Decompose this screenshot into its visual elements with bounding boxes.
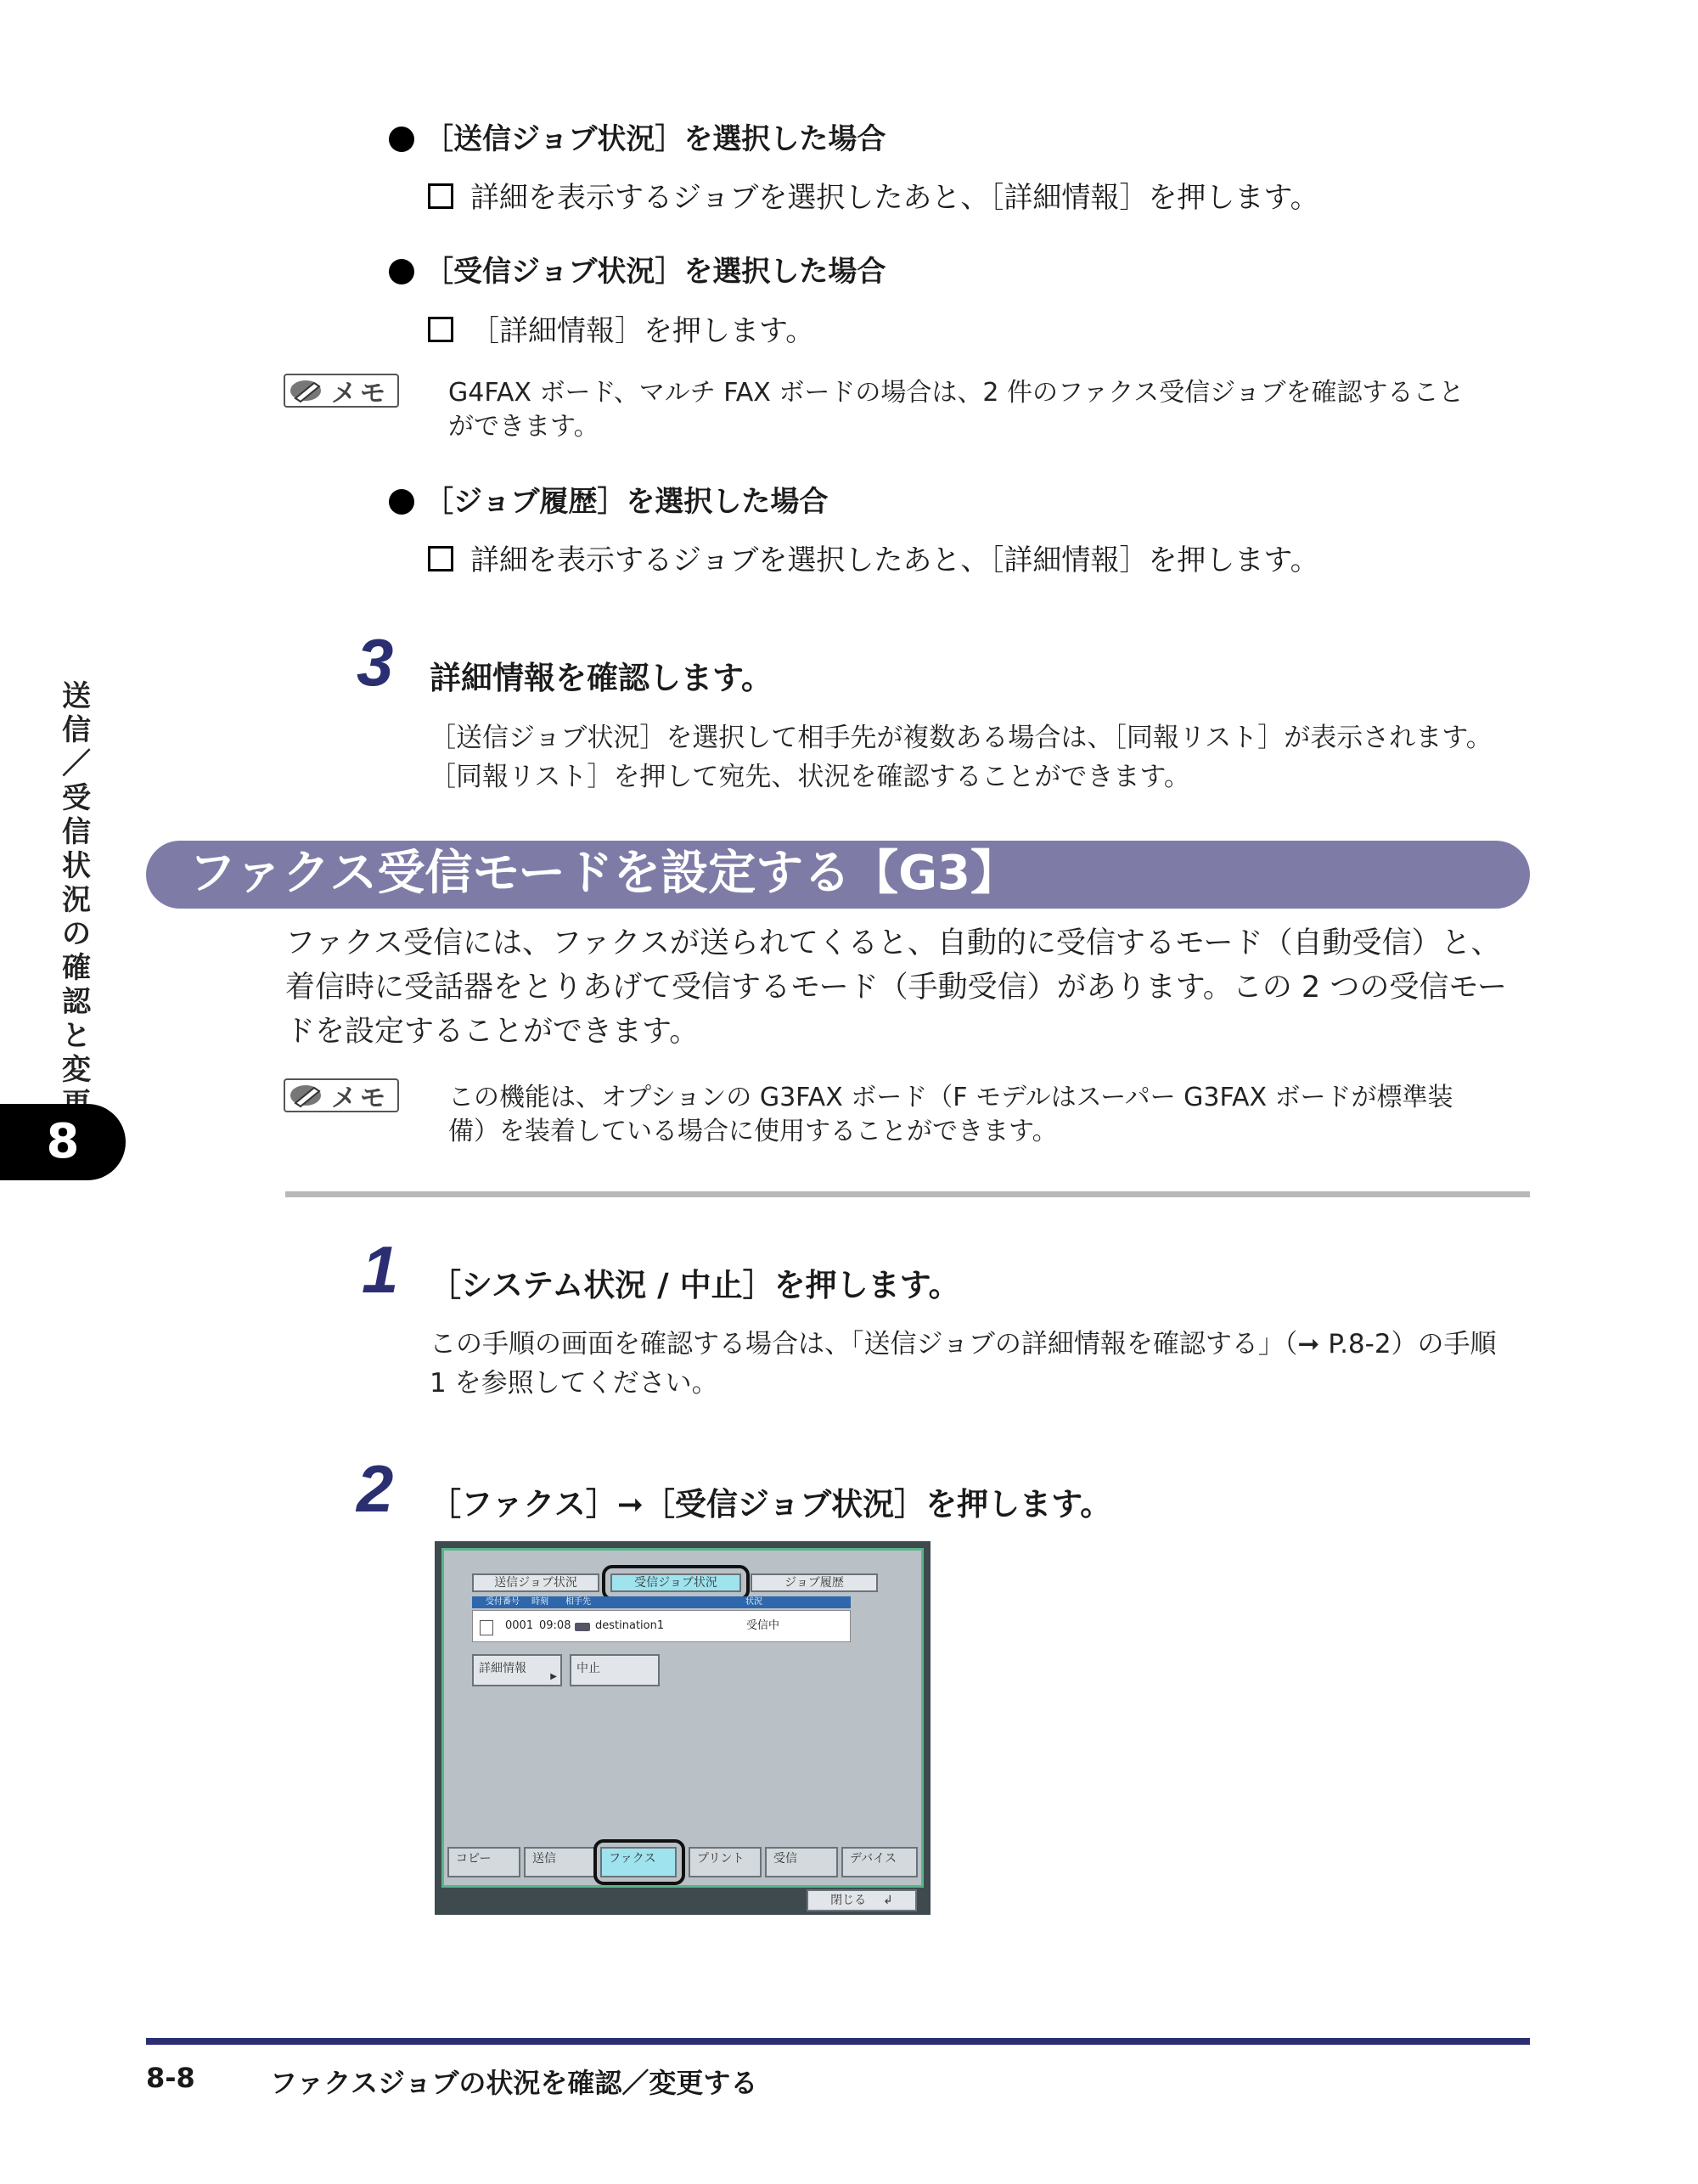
device-screen [435,1541,931,1915]
bullet-dot-icon [389,489,414,515]
checkbox-item [428,174,1319,216]
return-arrow-icon: ↲ [883,1894,893,1907]
side-char: 受 [62,781,91,815]
highlight-ring [602,1565,750,1601]
bottom-tab-device[interactable]: デバイス [841,1847,918,1877]
detail-info-button[interactable] [472,1654,562,1686]
detail-info-label: 詳細情報 [479,1662,526,1675]
side-char: と [62,1019,91,1053]
cancel-button[interactable]: 中止 [570,1654,660,1686]
bottom-tab-send[interactable]: 送信 [524,1847,597,1877]
chapter-number-tab: 8 [0,1104,126,1180]
step-body [430,718,1533,796]
memo-label: メモ [331,379,389,408]
row-status: 受信中 [746,1619,780,1632]
footer-rule [146,2038,1530,2045]
step-body-line: ［同報リスト］を押して宛先、状況を確認することができます。 [430,762,1190,792]
memo-line: ができます。 [448,412,599,442]
side-char: 況 [62,883,91,917]
row-number: 0001 [505,1619,534,1632]
bullet-heading [389,248,886,290]
close-label: 閉じる [830,1894,867,1907]
step-number: 3 [357,625,394,700]
memo-badge [284,1078,399,1112]
bottom-tab-print[interactable]: プリント [689,1847,762,1877]
side-char: 送 [62,679,91,713]
page-number: 8-8 [146,2062,195,2094]
row-destination: destination1 [595,1619,665,1632]
memo-line: G4FAX ボード、マルチ FAX ボードの場合は、2 件のファクス受信ジョブを確認すること [448,378,1465,408]
side-char: ／ [62,747,91,781]
side-char: 変 [62,1053,91,1087]
table-row[interactable] [472,1610,851,1642]
bullet-dot-icon [389,259,414,284]
bottom-tab-copy[interactable]: コピー [447,1847,520,1877]
step-body [430,1325,1533,1403]
column-header: 状況 [745,1597,762,1607]
checkbox-item [428,307,814,349]
side-char: 認 [62,985,91,1019]
footer-chapter-title: ファクスジョブの状況を確認／変更する [270,2067,758,2099]
column-header: 時刻 [531,1597,548,1607]
checkbox-item [428,537,1319,578]
pencil-icon [289,378,326,403]
side-char: 状 [62,849,91,883]
step-body-line: 1 を参照してください。 [430,1368,718,1399]
intro-line: ファクス受信には、ファクスが送られてくると、自動的に受信するモード（自動受信）と、 [285,926,1501,960]
step-number: 2 [357,1451,394,1526]
bullet-heading [389,478,828,520]
side-char: の [62,917,91,951]
column-header-bar [472,1596,851,1608]
intro-line: 着信時に受話器をとりあげて受信するモード（手動受信）があります。この 2 つの受信モー [285,971,1507,1005]
highlight-ring [593,1839,685,1885]
tab-receive-job-status[interactable]: 受信ジョブ状況 [610,1573,741,1592]
checkbox-item-text: 詳細を表示するジョブを選択したあと、［詳細情報］を押します。 [470,181,1319,215]
side-char: 信 [62,713,91,747]
intro-line: ドを設定することができます。 [285,1015,700,1049]
section-title: ファクス受信モードを設定する【G3】 [188,846,1019,901]
bottom-tab-fax[interactable]: ファクス [600,1847,677,1877]
step-heading: ［ファクス］➞［受信ジョブ状況］を押します。 [430,1486,1112,1523]
step-heading: 詳細情報を確認します。 [430,660,773,696]
screen-panel [441,1548,924,1888]
bullet-heading-text: ［受信ジョブ状況］を選択した場合 [424,255,886,289]
bullet-dot-icon [389,127,414,152]
column-header: 受付番号 [486,1597,520,1607]
memo-line: 備）を装着している場合に使用することができます。 [448,1117,1058,1146]
divider-rule [285,1191,1530,1197]
checkbox-item-text: 詳細を表示するジョブを選択したあと、［詳細情報］を押します。 [470,543,1319,577]
step-body-line: ［送信ジョブ状況］を選択して相手先が複数ある場合は、［同報リスト］が表示されます。 [430,723,1493,753]
section-intro [285,921,1533,1054]
square-bullet-icon [428,183,453,209]
checkbox-item-text: ［詳細情報］を押します。 [470,314,815,348]
bullet-heading [389,115,886,157]
step-body-line: この手順の画面を確認する場合は、「送信ジョブの詳細情報を確認する」（➞ P.8-2）の手順 [430,1329,1497,1359]
side-char: 信 [62,815,91,849]
step-heading: ［システム状況 / 中止］を押します。 [430,1267,960,1303]
triangle-right-icon: ▶ [550,1672,557,1681]
memo-badge [284,374,399,408]
document-icon [480,1620,493,1635]
square-bullet-icon [428,317,453,342]
tab-send-job-status[interactable]: 送信ジョブ状況 [472,1573,599,1592]
row-time: 09:08 [539,1619,571,1632]
step-number: 1 [362,1232,399,1307]
close-button[interactable] [807,1889,917,1911]
memo-text [448,1081,1535,1149]
bullet-heading-text: ［送信ジョブ状況］を選択した場合 [424,122,886,156]
bullet-heading-text: ［ジョブ履歴］を選択した場合 [424,485,829,519]
fax-machine-icon [575,1623,590,1631]
column-header: 相手先 [565,1597,591,1607]
memo-label: メモ [331,1084,389,1113]
bottom-tab-receive[interactable]: 受信 [765,1847,838,1877]
side-char: 確 [62,951,91,985]
memo-text [448,376,1535,444]
pencil-icon [289,1083,326,1108]
square-bullet-icon [428,546,453,571]
memo-line: この機能は、オプションの G3FAX ボード（F モデルはスーパー G3FAX ボードが標準装 [448,1083,1453,1112]
tab-job-history[interactable]: ジョブ履歴 [751,1573,878,1592]
chapter-side-title [58,679,95,1121]
